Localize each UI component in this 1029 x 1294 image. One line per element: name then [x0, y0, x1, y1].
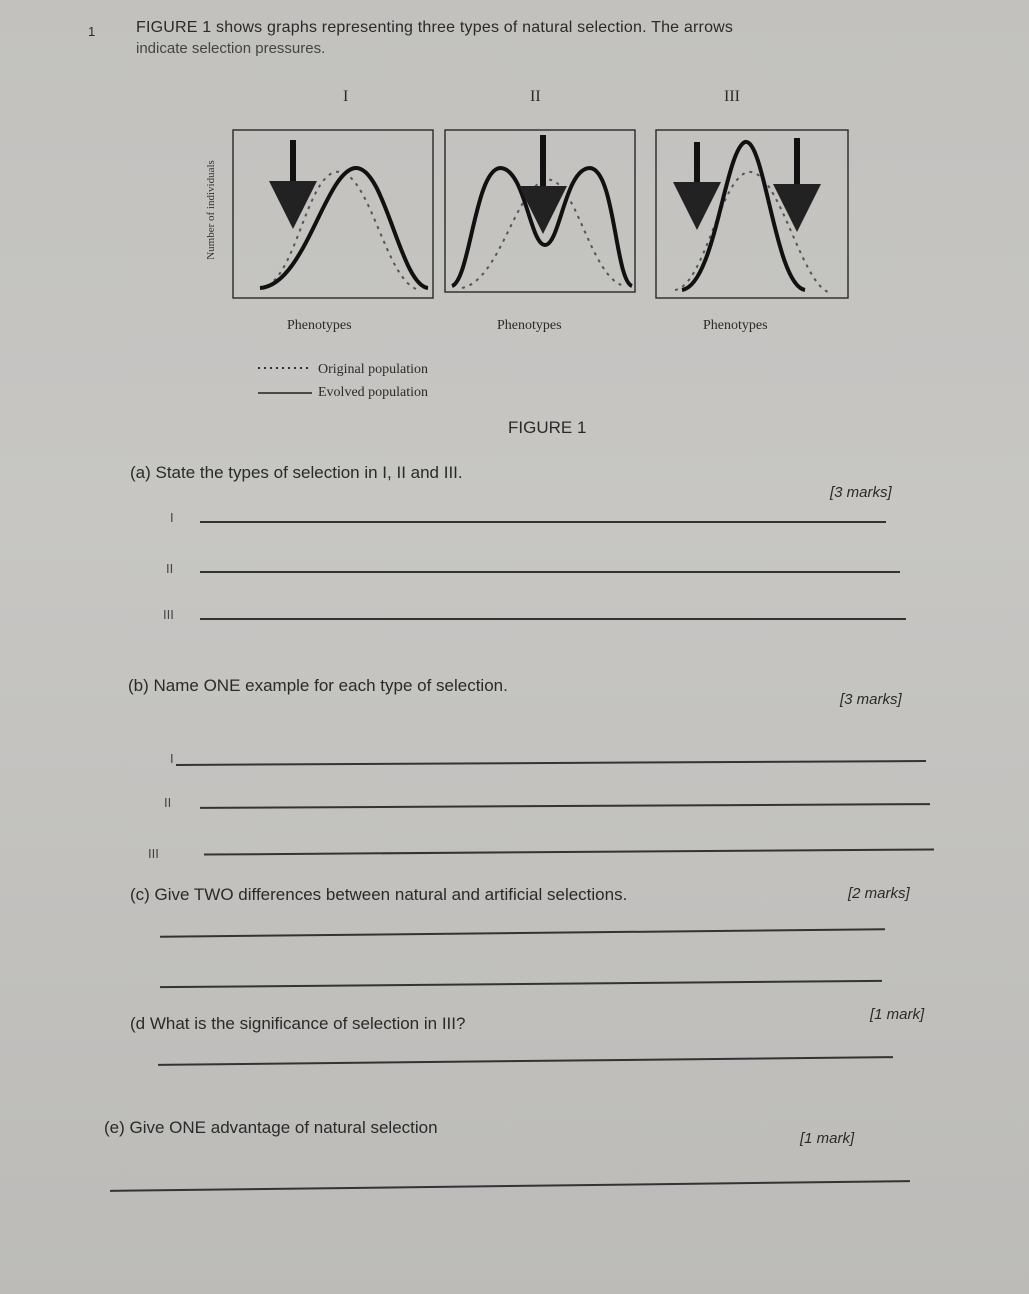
graph-panel-2	[445, 130, 635, 292]
answer-a-line-3[interactable]	[200, 618, 906, 620]
answer-c-line-1[interactable]	[160, 928, 885, 937]
graph-panel-1	[233, 130, 433, 298]
question-b-prompt: (b) Name ONE example for each type of selection.	[128, 676, 508, 695]
question-c-prompt: (c) Give TWO differences between natural and artificial selections.	[130, 885, 628, 904]
answer-b-label-2: II	[164, 795, 172, 810]
panel-3-frame	[656, 130, 848, 298]
intro-text-line-2: indicate selection pressures.	[136, 40, 326, 57]
answer-a-label-3: III	[163, 607, 174, 622]
answer-a-line-2[interactable]	[200, 571, 900, 573]
answer-b-line-1[interactable]	[176, 760, 926, 765]
question-d-prompt: (d What is the significance of selection in III?	[130, 1014, 466, 1033]
answer-a-line-1[interactable]	[200, 521, 886, 523]
panel-3-evolved-curve	[682, 142, 805, 290]
answer-b-label-1: I	[170, 751, 174, 766]
x-axis-label-3: Phenotypes	[703, 318, 768, 333]
answer-e-line[interactable]	[110, 1180, 910, 1191]
answer-b-line-2[interactable]	[200, 803, 930, 808]
question-c-marks: [2 marks]	[848, 885, 910, 902]
answer-d-line[interactable]	[158, 1056, 893, 1065]
question-a-prompt: (a) State the types of selection in I, II and III.	[130, 463, 463, 482]
question-number: 1	[88, 24, 96, 39]
panel-label-1: I	[343, 88, 349, 105]
graph-panel-3	[656, 130, 848, 298]
question-e-marks: [1 mark]	[800, 1130, 855, 1147]
question-d-marks: [1 mark]	[870, 1006, 925, 1023]
x-axis-label-2: Phenotypes	[497, 318, 562, 333]
question-b-marks: [3 marks]	[840, 691, 902, 708]
intro-text-line-1: FIGURE 1 shows graphs representing three types of natural selection. The arrows	[136, 19, 734, 36]
y-axis-label: Number of individuals	[205, 160, 217, 260]
panel-1-frame	[233, 130, 433, 298]
figure-caption: FIGURE 1	[508, 418, 587, 437]
question-e-prompt: (e) Give ONE advantage of natural selection	[104, 1118, 438, 1137]
question-a-marks: [3 marks]	[830, 484, 892, 501]
answer-b-label-3: III	[148, 846, 159, 861]
panel-label-3: III	[724, 88, 740, 105]
answer-b-line-3[interactable]	[204, 848, 934, 855]
legend-swatches	[256, 360, 316, 400]
answer-a-label-1: I	[170, 510, 174, 525]
answer-a-label-2: II	[166, 561, 174, 576]
legend-evolved: Evolved population	[318, 385, 429, 400]
legend-original: Original population	[318, 362, 429, 377]
selection-graphs-figure	[200, 110, 860, 310]
answer-c-line-2[interactable]	[160, 980, 882, 988]
x-axis-label-1: Phenotypes	[287, 318, 352, 333]
panel-1-evolved-curve	[260, 168, 428, 288]
panel-label-2: II	[530, 88, 541, 105]
